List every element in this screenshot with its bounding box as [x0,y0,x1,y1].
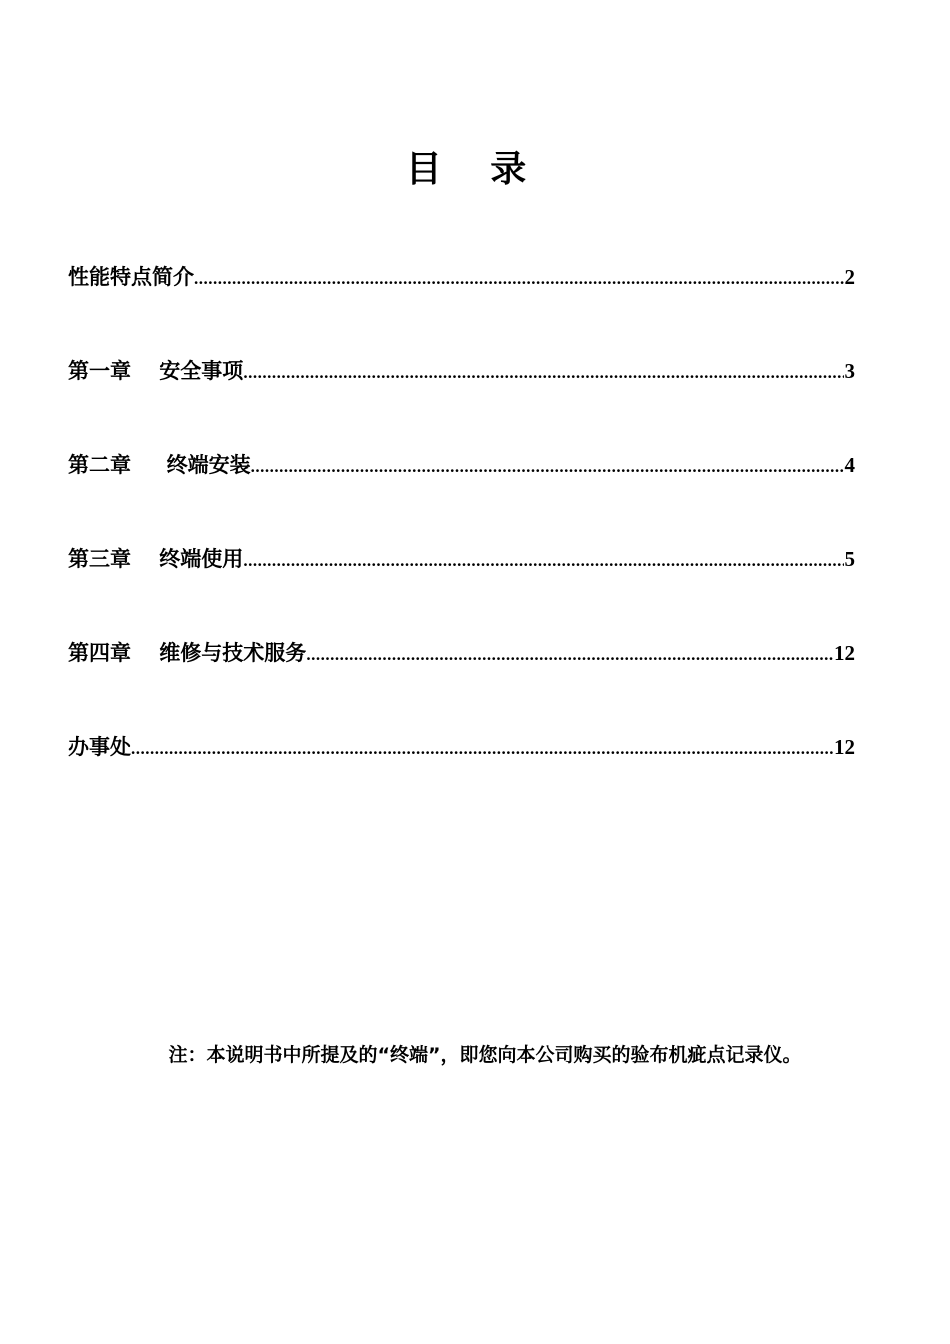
toc-dot-leader [243,358,843,386]
toc-page-number: 12 [834,641,855,665]
toc-dot-leader [251,452,844,480]
page-title: 目 录 [405,149,545,190]
toc-entry-offices[interactable] [68,732,855,762]
toc-entry-label: 第一章 安全事项 [68,359,244,383]
toc-dot-leader [194,264,844,292]
toc-entry-chapter-2[interactable] [68,450,855,480]
toc-dot-leader [131,734,833,762]
toc-page-number: 12 [834,735,855,759]
toc-page-number: 3 [844,359,855,383]
toc-entry-label: 办事处 [68,735,131,759]
toc-entry-label: 第二章 终端安装 [68,453,251,477]
toc-page-number: 5 [844,547,855,571]
toc-entry-chapter-1[interactable] [68,356,855,386]
toc-entry-label: 性能特点简介 [68,265,194,289]
footnote: 注：本说明书中所提及的“终端”，即您向本公司购买的验布机疵点记录仪。 [168,1044,802,1066]
table-of-contents [68,262,855,762]
toc-entry-label: 第四章 维修与技术服务 [68,641,307,665]
toc-entry-intro[interactable] [68,262,855,292]
toc-page-number: 2 [844,265,855,289]
toc-entry-label: 第三章 终端使用 [68,547,244,571]
toc-page-number: 4 [844,453,855,477]
toc-dot-leader [243,546,843,574]
toc-entry-chapter-3[interactable] [68,544,855,574]
toc-dot-leader [306,640,833,668]
toc-entry-chapter-4[interactable] [68,638,855,668]
